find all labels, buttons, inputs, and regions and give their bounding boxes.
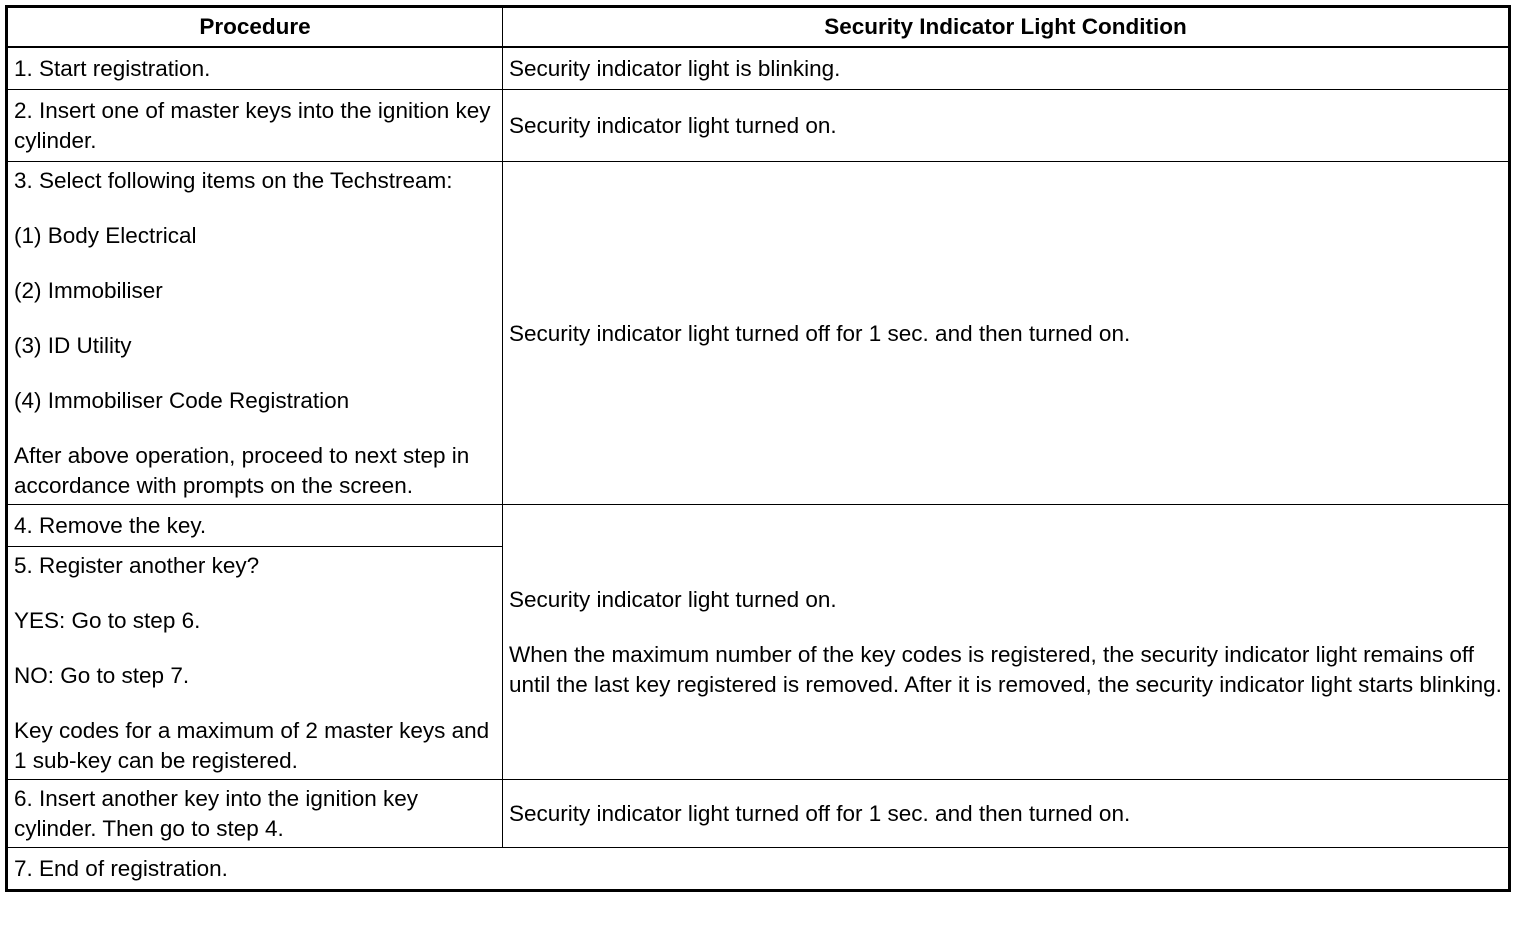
table-row bbox=[7, 780, 1510, 848]
procedure-line: (4) Immobiliser Code Registration bbox=[14, 388, 350, 413]
condition-cell: Security indicator light turned on. bbox=[503, 90, 1510, 162]
registration-procedure-table bbox=[5, 5, 1511, 892]
procedure-line: NO: Go to step 7. bbox=[14, 663, 190, 688]
condition-cell: Security indicator light turned off for 1 sec. and then turned on. bbox=[503, 162, 1510, 505]
table-row bbox=[7, 90, 1510, 162]
condition-cell: Security indicator light turned off for 1 sec. and then turned on. bbox=[503, 780, 1510, 848]
procedure-cell: 1. Start registration. bbox=[7, 47, 503, 90]
procedure-line: YES: Go to step 6. bbox=[14, 608, 201, 633]
table-header-row bbox=[7, 7, 1510, 48]
procedure-line: (2) Immobiliser bbox=[14, 278, 163, 303]
procedure-cell bbox=[7, 547, 503, 780]
condition-line: When the maximum number of the key codes is registered, the security indicator light remains off until the last key registered is removed. After it is removed, the security indicator light starts blinking. bbox=[509, 642, 1502, 697]
procedure-line: (1) Body Electrical bbox=[14, 223, 197, 248]
condition-column-header: Security Indicator Light Condition bbox=[503, 7, 1510, 48]
procedure-cell: 2. Insert one of master keys into the ignition key cylinder. bbox=[7, 90, 503, 162]
procedure-column-header: Procedure bbox=[7, 7, 503, 48]
procedure-cell bbox=[7, 162, 503, 505]
procedure-line: (3) ID Utility bbox=[14, 333, 132, 358]
registration-table-container bbox=[5, 5, 1511, 892]
procedure-line: Key codes for a maximum of 2 master keys and 1 sub-key can be registered. bbox=[14, 718, 490, 773]
table-row bbox=[7, 162, 1510, 505]
condition-cell: Security indicator light is blinking. bbox=[503, 47, 1510, 90]
procedure-cell: 4. Remove the key. bbox=[7, 505, 503, 547]
table-row bbox=[7, 848, 1510, 891]
procedure-line: After above operation, proceed to next step in accordance with prompts on the screen. bbox=[14, 443, 470, 498]
table-row bbox=[7, 505, 1510, 547]
procedure-line: 5. Register another key? bbox=[14, 553, 260, 578]
procedure-cell: 6. Insert another key into the ignition key cylinder. Then go to step 4. bbox=[7, 780, 503, 848]
table-row bbox=[7, 47, 1510, 90]
procedure-cell: 7. End of registration. bbox=[7, 848, 1510, 891]
condition-line: Security indicator light turned on. bbox=[509, 587, 837, 612]
condition-cell bbox=[503, 505, 1510, 780]
procedure-line: 3. Select following items on the Techstream: bbox=[14, 168, 453, 193]
